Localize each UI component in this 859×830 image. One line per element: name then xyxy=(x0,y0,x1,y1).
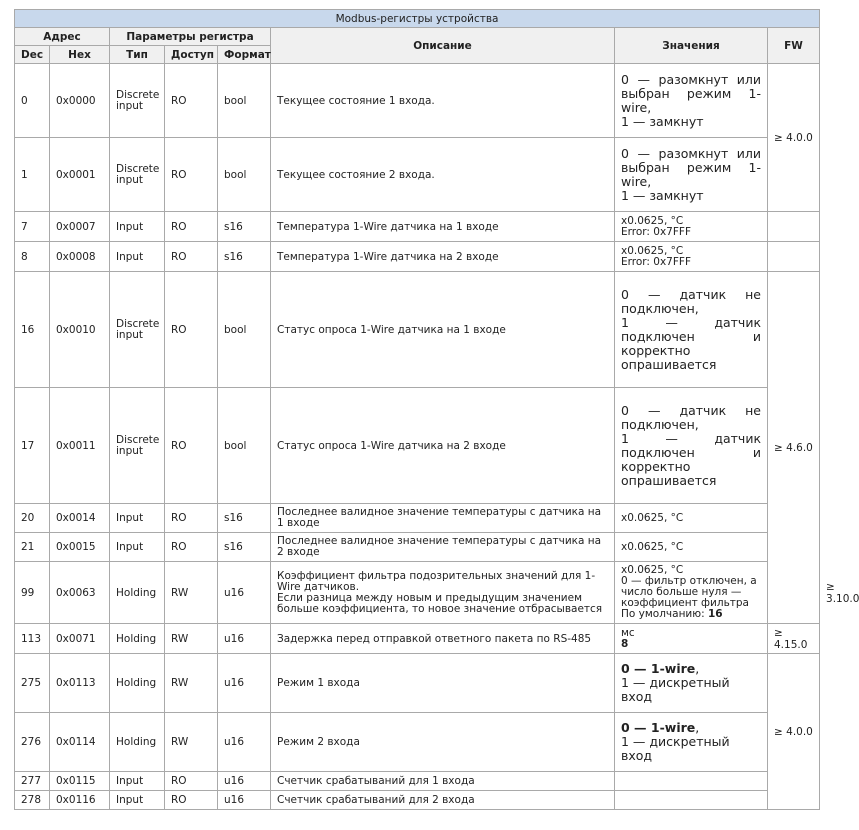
cell-dec: 0 xyxy=(15,64,50,138)
cell-description: Последнее валидное значение температуры с датчика на 1 входе xyxy=(271,504,615,533)
cell-values: 0 — разомкнут или выбран режим 1-wire, 1 — замкнут xyxy=(615,138,768,212)
cell-format: u16 xyxy=(218,654,271,713)
cell-fw: ≥ 4.0.0 xyxy=(768,64,820,212)
cell-access: RO xyxy=(165,388,218,504)
cell-hex: 0x0015 xyxy=(50,533,110,562)
cell-dec: 276 xyxy=(15,713,50,772)
cell-access: RO xyxy=(165,272,218,388)
table-row xyxy=(15,791,820,810)
cell-values: 0 — датчик не подключен, 1 — датчик подключен и корректно опрашивается xyxy=(615,272,768,388)
cell-description: Счетчик срабатываний для 2 входа xyxy=(271,791,615,810)
cell-fw xyxy=(768,242,820,272)
header-access: Доступ xyxy=(165,46,218,64)
cell-fw xyxy=(768,212,820,242)
table-row xyxy=(15,713,820,772)
table-row xyxy=(15,654,820,713)
cell-access: RO xyxy=(165,64,218,138)
cell-values: 0 — разомкнут или выбран режим 1-wire, 1 — замкнут xyxy=(615,64,768,138)
cell-dec: 20 xyxy=(15,504,50,533)
cell-dec: 21 xyxy=(15,533,50,562)
cell-access: RO xyxy=(165,242,218,272)
cell-description: Последнее валидное значение температуры с датчика на 2 входе xyxy=(271,533,615,562)
cell-dec: 113 xyxy=(15,624,50,654)
cell-type: Input xyxy=(110,212,165,242)
cell-access: RW xyxy=(165,562,218,624)
cell-dec: 275 xyxy=(15,654,50,713)
table-row xyxy=(15,242,820,272)
cell-hex: 0x0014 xyxy=(50,504,110,533)
table-row xyxy=(15,64,820,138)
cell-format: u16 xyxy=(218,713,271,772)
cell-format: s16 xyxy=(218,212,271,242)
cell-fw: ≥ 4.15.0 xyxy=(768,624,820,654)
table-row xyxy=(15,624,820,654)
cell-description: Статус опроса 1-Wire датчика на 1 входе xyxy=(271,272,615,388)
cell-values xyxy=(615,791,768,810)
cell-type: Discrete input xyxy=(110,64,165,138)
cell-format: s16 xyxy=(218,504,271,533)
cell-access: RO xyxy=(165,791,218,810)
cell-type: Input xyxy=(110,772,165,791)
header-values: Значения xyxy=(615,28,768,64)
cell-description: Температура 1-Wire датчика на 1 входе xyxy=(271,212,615,242)
cell-hex: 0x0116 xyxy=(50,791,110,810)
cell-hex: 0x0115 xyxy=(50,772,110,791)
cell-hex: 0x0063 xyxy=(50,562,110,624)
cell-format: u16 xyxy=(218,624,271,654)
cell-values: 0 — датчик не подключен, 1 — датчик подключен и корректно опрашивается xyxy=(615,388,768,504)
cell-type: Holding xyxy=(110,562,165,624)
cell-format: u16 xyxy=(218,791,271,810)
cell-dec: 7 xyxy=(15,212,50,242)
cell-format: bool xyxy=(218,138,271,212)
cell-type: Discrete input xyxy=(110,138,165,212)
cell-description: Температура 1-Wire датчика на 2 входе xyxy=(271,242,615,272)
cell-access: RW xyxy=(165,654,218,713)
table-row xyxy=(15,504,820,533)
cell-values xyxy=(615,772,768,791)
cell-type: Discrete input xyxy=(110,272,165,388)
table-row xyxy=(15,533,820,562)
cell-type: Holding xyxy=(110,624,165,654)
table-row xyxy=(15,772,820,791)
cell-description: Статус опроса 1-Wire датчика на 2 входе xyxy=(271,388,615,504)
cell-dec: 17 xyxy=(15,388,50,504)
cell-access: RO xyxy=(165,504,218,533)
table-row xyxy=(15,138,820,212)
header-dec: Dec xyxy=(15,46,50,64)
cell-values: x0.0625, °C 0 — фильтр отключен, а число больше нуля — коэффициент фильтра По умолчанию: 16 xyxy=(615,562,768,624)
cell-dec: 278 xyxy=(15,791,50,810)
cell-values: мс 8 xyxy=(615,624,768,654)
cell-dec: 1 xyxy=(15,138,50,212)
cell-values: 0 — 1-wire, 1 — дискретный вход xyxy=(615,713,768,772)
cell-type: Input xyxy=(110,504,165,533)
header-hex: Hex xyxy=(50,46,110,64)
header-params: Параметры регистра xyxy=(110,28,271,46)
cell-format: u16 xyxy=(218,562,271,624)
cell-type: Discrete input xyxy=(110,388,165,504)
cell-values: 0 — 1-wire, 1 — дискретный вход xyxy=(615,654,768,713)
cell-hex: 0x0001 xyxy=(50,138,110,212)
header-format: Формат xyxy=(218,46,271,64)
table-caption: Modbus-регистры устройства xyxy=(15,10,820,28)
cell-access: RO xyxy=(165,772,218,791)
modbus-registers-table xyxy=(14,9,859,810)
cell-format: bool xyxy=(218,64,271,138)
cell-hex: 0x0011 xyxy=(50,388,110,504)
table-row xyxy=(15,388,820,504)
cell-access: RW xyxy=(165,624,218,654)
cell-hex: 0x0113 xyxy=(50,654,110,713)
cell-description: Режим 1 входа xyxy=(271,654,615,713)
cell-description: Режим 2 входа xyxy=(271,713,615,772)
cell-hex: 0x0007 xyxy=(50,212,110,242)
cell-fw: ≥ 4.6.0 xyxy=(768,272,820,624)
cell-access: RO xyxy=(165,138,218,212)
cell-hex: 0x0114 xyxy=(50,713,110,772)
cell-description: Счетчик срабатываний для 1 входа xyxy=(271,772,615,791)
cell-type: Input xyxy=(110,791,165,810)
cell-description: Текущее состояние 1 входа. xyxy=(271,64,615,138)
cell-dec: 8 xyxy=(15,242,50,272)
cell-format: bool xyxy=(218,272,271,388)
header-fw: FW xyxy=(768,28,820,64)
cell-type: Input xyxy=(110,242,165,272)
cell-fw: ≥ 4.0.0 xyxy=(768,654,820,810)
cell-type: Holding xyxy=(110,713,165,772)
header-address: Адрес xyxy=(15,28,110,46)
cell-dec: 99 xyxy=(15,562,50,624)
cell-values: x0.0625, °C Error: 0x7FFF xyxy=(615,242,768,272)
cell-format: s16 xyxy=(218,533,271,562)
cell-format: u16 xyxy=(218,772,271,791)
cell-format: s16 xyxy=(218,242,271,272)
cell-dec: 16 xyxy=(15,272,50,388)
cell-access: RO xyxy=(165,212,218,242)
header-description: Описание xyxy=(271,28,615,64)
cell-values: x0.0625, °C Error: 0x7FFF xyxy=(615,212,768,242)
cell-dec: 277 xyxy=(15,772,50,791)
table-row xyxy=(15,272,820,388)
cell-description: Коэффициент фильтра подозрительных значений для 1-Wire датчиков. Если разница между новым и предыдущим значением больше коэффициента, то новое значение отбрасывается xyxy=(271,562,615,624)
cell-access: RW xyxy=(165,713,218,772)
cell-hex: 0x0008 xyxy=(50,242,110,272)
cell-hex: 0x0071 xyxy=(50,624,110,654)
cell-type: Holding xyxy=(110,654,165,713)
header-type: Тип xyxy=(110,46,165,64)
table-row xyxy=(15,212,820,242)
cell-values: x0.0625, °C xyxy=(615,533,768,562)
cell-hex: 0x0000 xyxy=(50,64,110,138)
cell-description: Задержка перед отправкой ответного пакета по RS-485 xyxy=(271,624,615,654)
cell-description: Текущее состояние 2 входа. xyxy=(271,138,615,212)
table-row: 99 0x0063 Holding RW u16 Коэффициент фильтра подозрительных значений для 1-Wire датчиков. Если разница между новым и предыдущим значением больше коэффициента, то новое значение отбрасывается x0.0625, °C 0 — фильтр отключен, а число больше нуля — коэффициент фильтра По умолчанию: 16 ≥ 3.10.0 xyxy=(15,562,820,624)
cell-access: RO xyxy=(165,533,218,562)
cell-values: x0.0625, °C xyxy=(615,504,768,533)
cell-type: Input xyxy=(110,533,165,562)
cell-format: bool xyxy=(218,388,271,504)
cell-hex: 0x0010 xyxy=(50,272,110,388)
